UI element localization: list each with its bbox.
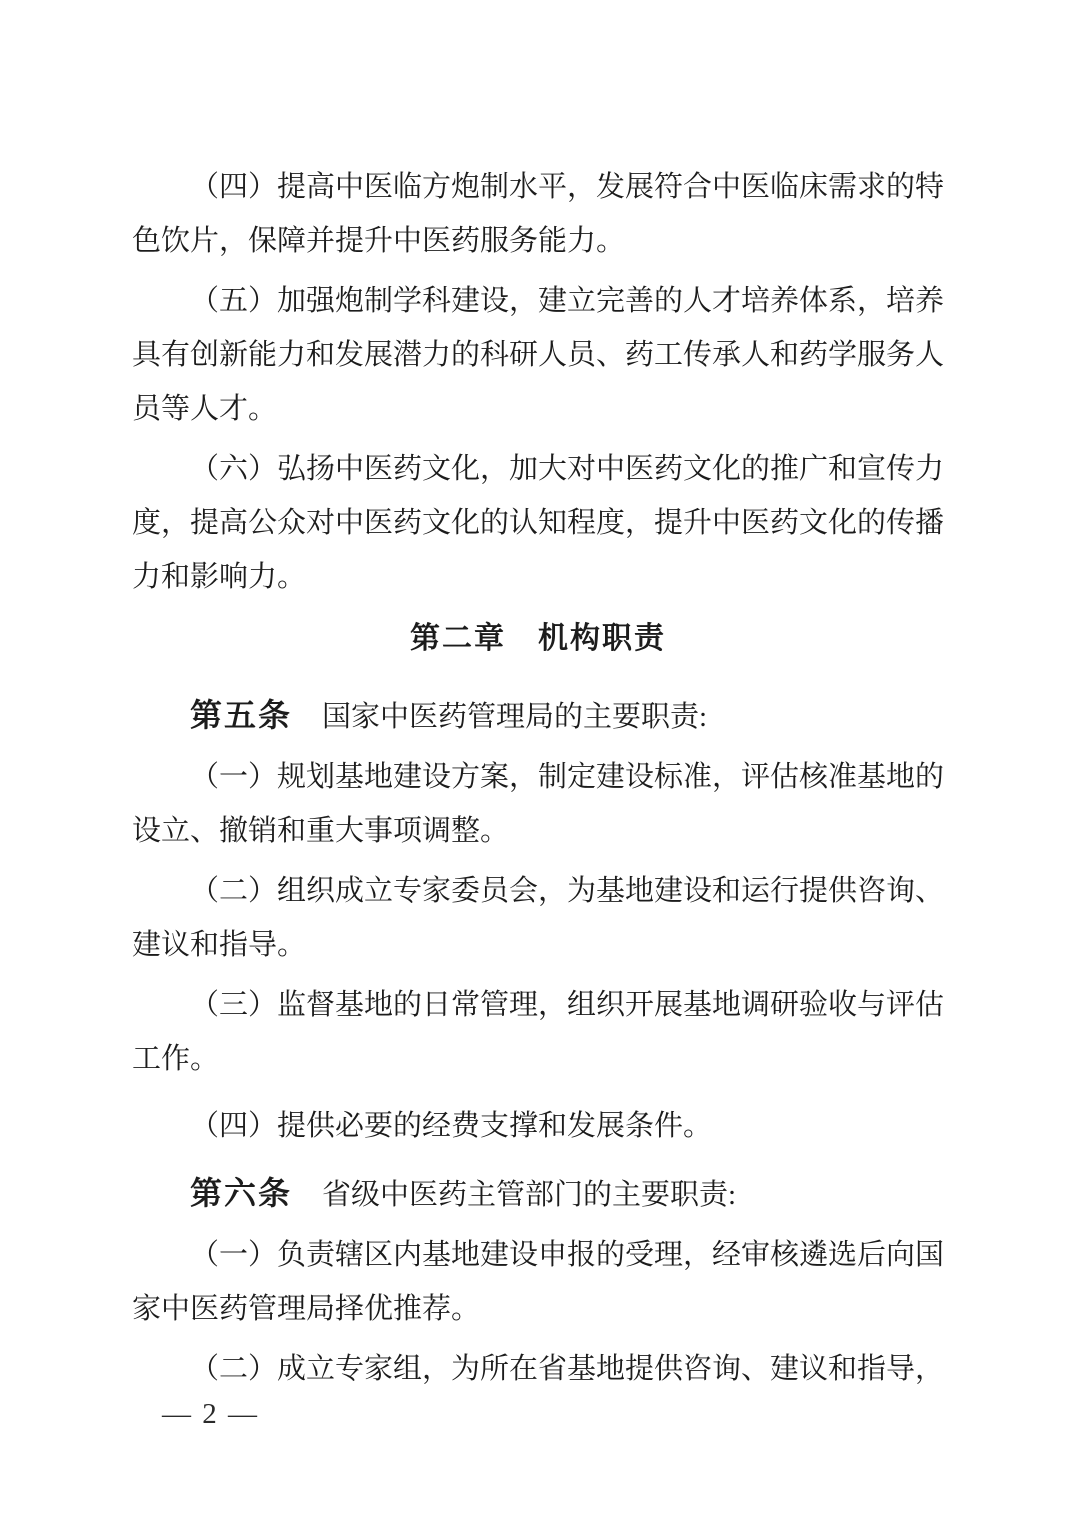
- chapter-heading: 第二章 机构职责: [410, 621, 666, 656]
- article-text: 省级中医药主管部门的主要职责:: [322, 1179, 737, 1211]
- document-body: [132, 160, 944, 1402]
- article-number-label: 第六条: [190, 1174, 293, 1212]
- article-text: 国家中医药管理局的主要职责:: [322, 701, 708, 733]
- article-paragraph: [132, 688, 944, 744]
- body-paragraph: （六）弘扬中医药文化，加大对中医药文化的推广和宣传力度，提高公众对中医药文化的认知程度，提升中医药文化的传播力和影响力。: [132, 453, 945, 593]
- article-number-label: 第五条: [190, 696, 293, 734]
- body-paragraph: （二）组织成立专家委员会，为基地建设和运行提供咨询、建议和指导。: [132, 875, 945, 961]
- body-paragraph: （一）负责辖区内基地建设申报的受理，经审核遴选后向国家中医药管理局择优推荐。: [132, 1239, 945, 1325]
- body-paragraph: （四）提高中医临方炮制水平，发展符合中医临床需求的特色饮片，保障并提升中医药服务能力。: [132, 171, 945, 257]
- article-paragraph: [132, 1166, 944, 1222]
- body-paragraph: （二）成立专家组，为所在省基地提供咨询、建议和指导，: [190, 1353, 945, 1385]
- page-number: — 2 —: [162, 1398, 259, 1430]
- body-paragraph: （三）监督基地的日常管理，组织开展基地调研验收与评估工作。: [132, 989, 945, 1075]
- body-paragraph: （一）规划基地建设方案，制定建设标准，评估核准基地的设立、撤销和重大事项调整。: [132, 761, 945, 847]
- body-paragraph: （五）加强炮制学科建设，建立完善的人才培养体系，培养具有创新能力和发展潜力的科研人员、药工传承人和药学服务人员等人才。: [132, 285, 945, 425]
- body-paragraph: （四）提供必要的经费支撑和发展条件。: [190, 1110, 713, 1142]
